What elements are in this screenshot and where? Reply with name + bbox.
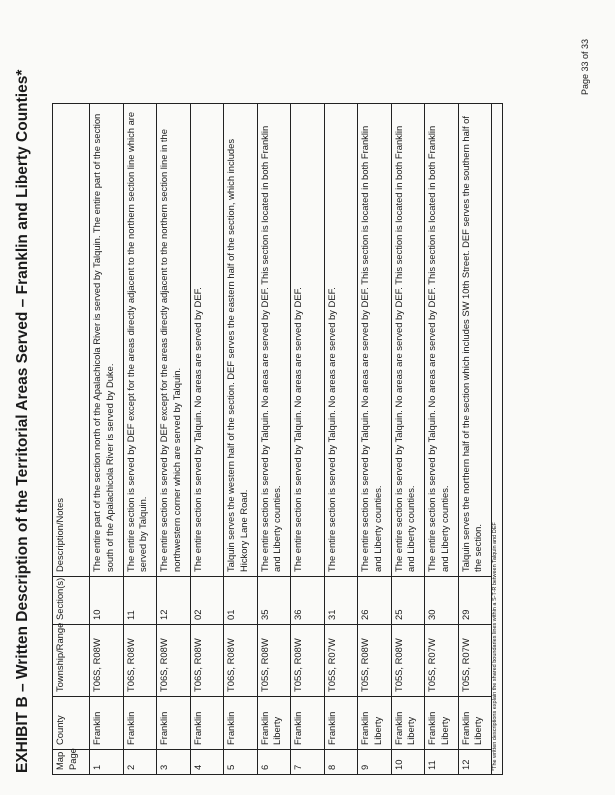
table-row [257, 104, 291, 775]
table-row [458, 104, 492, 775]
cell-county: Franklin [190, 697, 224, 750]
cell-sections: 01 [224, 577, 258, 625]
cell-township-range: T06S, R08W [123, 625, 157, 697]
table-row [157, 104, 191, 775]
table-row [425, 104, 459, 775]
table-row [224, 104, 258, 775]
header-township-range: Township/Range [53, 625, 90, 697]
cell-township-range: T05S, R07W [425, 625, 459, 697]
cell-sections: 29 [458, 577, 492, 625]
cell-sections: 26 [358, 577, 392, 625]
cell-map-page: 6 [257, 750, 291, 775]
cell-county: Franklin [291, 697, 325, 750]
page-title: EXHIBIT B – Written Description of the Territorial Areas Served – Franklin and Liberty Counties* [14, 69, 31, 773]
header-map-page: Map Page [53, 750, 90, 775]
cell-map-page: 1 [90, 750, 124, 775]
cell-township-range: T05S, R07W [458, 625, 492, 697]
cell-sections: 36 [291, 577, 325, 625]
cell-county: Franklin Liberty [425, 697, 459, 750]
cell-county: Franklin [224, 697, 258, 750]
cell-county: Franklin [123, 697, 157, 750]
cell-county: Franklin Liberty [358, 697, 392, 750]
cell-map-page: 2 [123, 750, 157, 775]
cell-township-range: T05S, R08W [358, 625, 392, 697]
cell-notes: The entire section is served by Talquin. No areas are served by DEF. This section is located in both Franklin and Liberty counties. [358, 104, 392, 577]
cell-township-range: T06S, R08W [157, 625, 191, 697]
cell-map-page: 10 [391, 750, 425, 775]
table-row [358, 104, 392, 775]
cell-sections: 11 [123, 577, 157, 625]
cell-map-page: 4 [190, 750, 224, 775]
footnote: *The written descriptions explain the shared boundaries lines within a S-T-R between Talquin and DEF [492, 104, 503, 775]
cell-township-range: T05S, R08W [257, 625, 291, 697]
cell-county: Franklin Liberty [391, 697, 425, 750]
cell-county: Franklin Liberty [458, 697, 492, 750]
table-row [190, 104, 224, 775]
cell-notes: The entire section is served by Talquin. No areas are served by DEF. This section is located in both Franklin and Liberty counties. [257, 104, 291, 577]
cell-sections: 35 [257, 577, 291, 625]
cell-township-range: T05S, R07W [324, 625, 358, 697]
table-row [90, 104, 124, 775]
table-row [391, 104, 425, 775]
page-number: Page 33 of 33 [580, 38, 590, 95]
cell-sections: 02 [190, 577, 224, 625]
cell-notes: The entire section is served by Talquin. No areas are served by DEF. This section is located in both Franklin and Liberty counties. [391, 104, 425, 577]
cell-county: Franklin [324, 697, 358, 750]
cell-map-page: 8 [324, 750, 358, 775]
cell-map-page: 7 [291, 750, 325, 775]
cell-map-page: 9 [358, 750, 392, 775]
cell-map-page: 11 [425, 750, 459, 775]
header-notes: Description/Notes [53, 104, 90, 577]
table-row [123, 104, 157, 775]
cell-sections: 10 [90, 577, 124, 625]
cell-sections: 25 [391, 577, 425, 625]
cell-sections: 30 [425, 577, 459, 625]
cell-township-range: T06S, R08W [90, 625, 124, 697]
table-header-row [53, 104, 90, 775]
cell-notes: Talquin serves the northern half of the section which includes SW 10th Street. DEF serves the southern half of the section. [458, 104, 492, 577]
footnote-row [492, 104, 503, 775]
cell-notes: The entire section is served by DEF except for the areas directly adjacent to the northern section line in the northwestern corner which are served by Talquin. [157, 104, 191, 577]
cell-county: Franklin [90, 697, 124, 750]
cell-notes: The entire section is served by Talquin. No areas are served by DEF. [190, 104, 224, 577]
header-sections: Section(s) [53, 577, 90, 625]
cell-township-range: T06S, R08W [190, 625, 224, 697]
cell-county: Franklin Liberty [257, 697, 291, 750]
cell-notes: The entire section is served by Talquin. No areas are served by DEF. This section is located in both Franklin and Liberty counties. [425, 104, 459, 577]
cell-township-range: T05S, R08W [291, 625, 325, 697]
cell-map-page: 12 [458, 750, 492, 775]
territory-table [52, 103, 503, 775]
cell-map-page: 3 [157, 750, 191, 775]
cell-notes: Talquin serves the western half of the section. DEF serves the eastern half of the section, which includes Hickory Lane Road. [224, 104, 258, 577]
header-county: County [53, 697, 90, 750]
cell-township-range: T05S, R08W [391, 625, 425, 697]
cell-map-page: 5 [224, 750, 258, 775]
cell-notes: The entire part of the section north of the Apalachicola River is served by Talquin. The entire part of the section south of the Apalachicola River is served by Duke. [90, 104, 124, 577]
cell-township-range: T06S, R08W [224, 625, 258, 697]
cell-notes: The entire section is served by DEF except for the areas directly adjacent to the northern section line which are served by Talquin. [123, 104, 157, 577]
table-row [324, 104, 358, 775]
cell-notes: The entire section is served by Talquin. No areas are served by DEF. [324, 104, 358, 577]
cell-sections: 12 [157, 577, 191, 625]
table-row [291, 104, 325, 775]
cell-county: Franklin [157, 697, 191, 750]
cell-notes: The entire section is served by Talquin. No areas are served by DEF. [291, 104, 325, 577]
cell-sections: 31 [324, 577, 358, 625]
